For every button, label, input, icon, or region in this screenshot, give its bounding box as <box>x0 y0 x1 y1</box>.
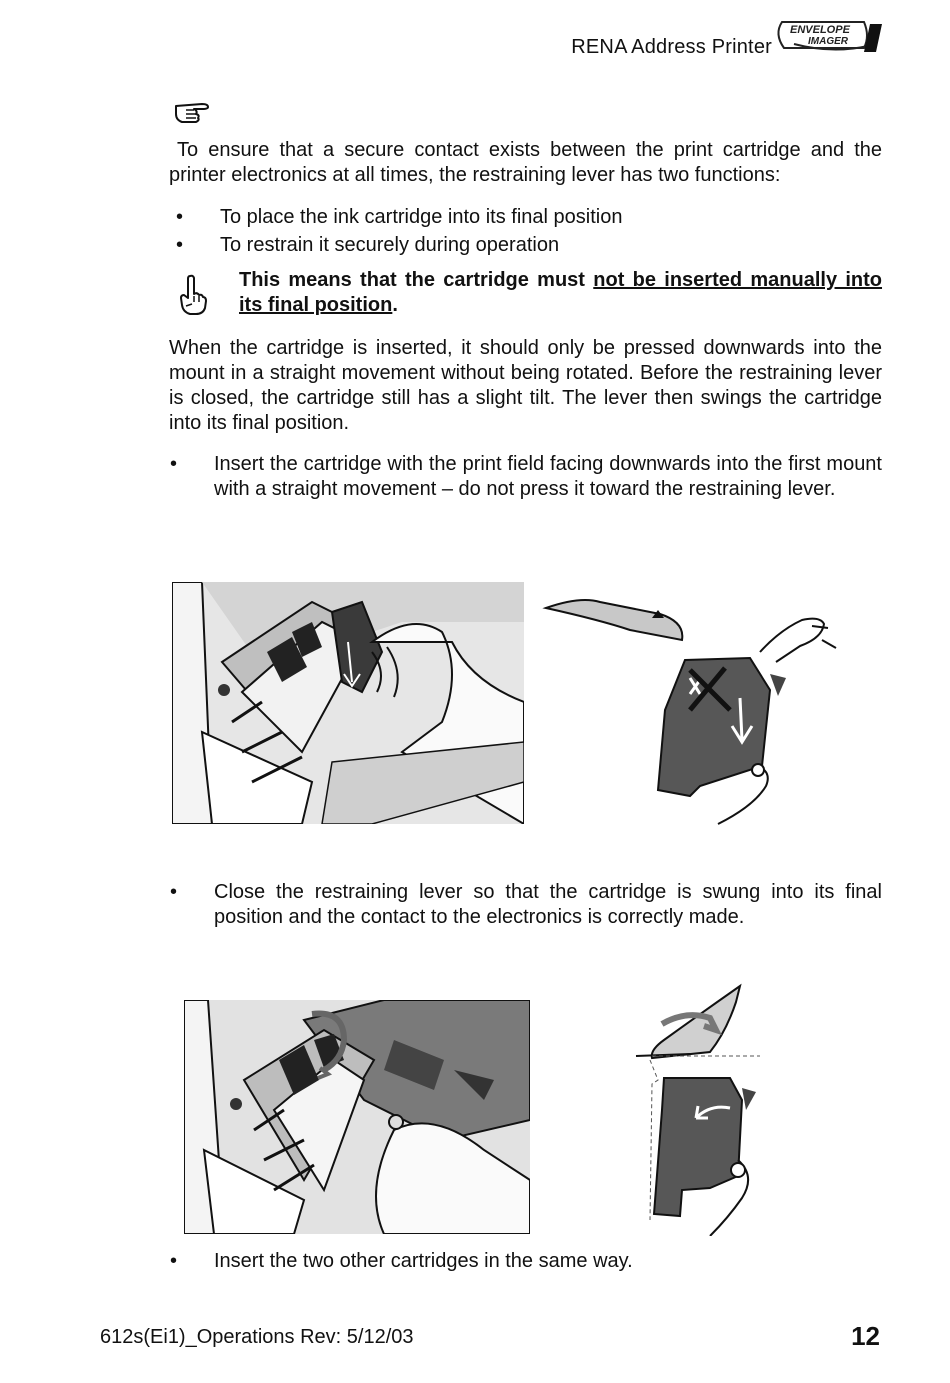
list-item <box>170 231 870 259</box>
step-insert-others <box>170 1249 882 1274</box>
close-lever-illustration <box>184 1000 530 1234</box>
list-item-text: To place the ink cartridge into its final position <box>220 206 623 228</box>
pointing-hand-icon <box>172 96 218 126</box>
functions-list <box>170 203 870 259</box>
page-number: 12 <box>851 1321 880 1351</box>
bullet: • <box>176 234 184 256</box>
bullet: • <box>170 881 178 903</box>
insert-cartridge-illustration <box>172 582 524 824</box>
warning-lead: This means that the cartridge must <box>239 269 585 291</box>
bullet: • <box>176 206 184 228</box>
bullet: • <box>170 1250 178 1272</box>
step-close-lever <box>170 880 882 930</box>
step-text: Insert the cartridge with the print field facing downwards into the first mount with a straight movement – do not press it toward the restraining lever. <box>214 453 882 500</box>
envelope-imager-logo <box>772 14 884 56</box>
warning-text <box>239 268 882 318</box>
close-lever-diagram <box>630 980 780 1236</box>
step-text: Insert the two other cartridges in the same way. <box>214 1250 633 1272</box>
body-paragraph: When the cartridge is inserted, it should only be pressed downwards into the mount in a straight movement without being rotated. Before the restraining lever is closed, the cartridge still has a slight tilt. The lever then swings the cartridge into its final position. <box>169 337 882 434</box>
list-item <box>170 203 870 231</box>
step-text: Close the restraining lever so that the cartridge is swung into its final position and the contact to the electronics is correctly made. <box>214 881 882 928</box>
header-title: RENA Address Printer <box>571 36 772 58</box>
logo-line1: ENVELOPE <box>790 24 850 36</box>
bullet: • <box>170 453 178 475</box>
warning-underlined: not be inserted manually into its final position <box>239 269 883 316</box>
step-insert-cartridge <box>170 452 882 502</box>
intro-text: To ensure that a secure contact exists between the print cartridge and the printer electronics at all times, the restraining lever has two functions: <box>169 139 882 186</box>
intro-paragraph <box>169 138 882 188</box>
raised-finger-icon <box>178 274 208 316</box>
list-item-text: To restrain it securely during operation <box>220 234 560 256</box>
logo-line2: IMAGER <box>808 36 848 47</box>
footer-document-id: 612s(Ei1)_Operations Rev: 5/12/03 <box>100 1326 414 1348</box>
warning-end: . <box>392 294 398 316</box>
insert-cartridge-diagram <box>540 590 840 826</box>
